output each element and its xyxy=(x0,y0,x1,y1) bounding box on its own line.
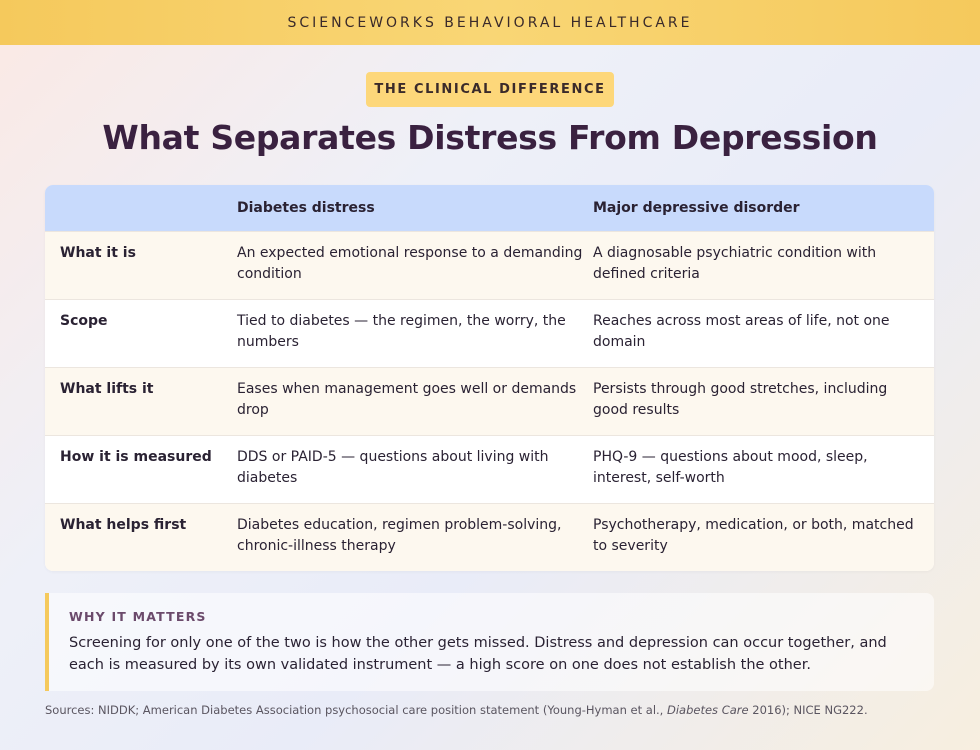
callout-label: WHY IT MATTERS xyxy=(69,609,207,624)
table-header-row xyxy=(45,185,934,231)
sources-journal: Diabetes Care xyxy=(667,703,749,717)
sources-note xyxy=(45,703,945,717)
header-bar xyxy=(0,0,980,45)
table-row xyxy=(45,231,934,299)
why-it-matters-callout xyxy=(45,593,934,691)
org-name: SCIENCEWORKS BEHAVIORAL HEALTHCARE xyxy=(287,14,693,31)
table-row xyxy=(45,299,934,367)
table-row xyxy=(45,367,934,435)
eyebrow-badge xyxy=(366,72,614,107)
page-title: What Separates Distress From Depression xyxy=(102,118,878,157)
row-label: What lifts it xyxy=(60,381,154,397)
distress-cell: An expected emotional response to a demanding condition xyxy=(237,245,583,282)
depression-cell: A diagnosable psychiatric condition with defined criteria xyxy=(593,245,877,282)
distress-cell: Tied to diabetes — the regimen, the worry, the numbers xyxy=(237,313,566,350)
row-label: How it is measured xyxy=(60,449,212,465)
distress-cell: Eases when management goes well or demands drop xyxy=(237,381,577,418)
row-label: Scope xyxy=(60,313,108,329)
sources-text-before: Sources: NIDDK; American Diabetes Association psychosocial care position statement (Young-Hyman et al., xyxy=(45,703,667,717)
sources-text-after: 2016); NICE NG222. xyxy=(748,703,868,717)
depression-cell: Psychotherapy, medication, or both, matched to severity xyxy=(593,517,914,554)
table-header-depression: Major depressive disorder xyxy=(593,199,800,216)
table-header-distress: Diabetes distress xyxy=(237,199,375,216)
table-row xyxy=(45,435,934,503)
row-label: What it is xyxy=(60,245,136,261)
eyebrow-label: THE CLINICAL DIFFERENCE xyxy=(374,82,606,97)
depression-cell: Persists through good stretches, including good results xyxy=(593,381,888,418)
distress-cell: DDS or PAID-5 — questions about living with diabetes xyxy=(237,449,549,486)
callout-text: Screening for only one of the two is how the other gets missed. Distress and depression can occur together, and each is measured by its own validated instrument — a high score on one does not establish the other. xyxy=(69,635,887,673)
table-row xyxy=(45,503,934,571)
row-label: What helps first xyxy=(60,517,187,533)
depression-cell: Reaches across most areas of life, not one domain xyxy=(593,313,890,350)
distress-cell: Diabetes education, regimen problem-solving, chronic-illness therapy xyxy=(237,517,562,554)
comparison-table xyxy=(45,185,934,571)
depression-cell: PHQ-9 — questions about mood, sleep, interest, self-worth xyxy=(593,449,868,486)
